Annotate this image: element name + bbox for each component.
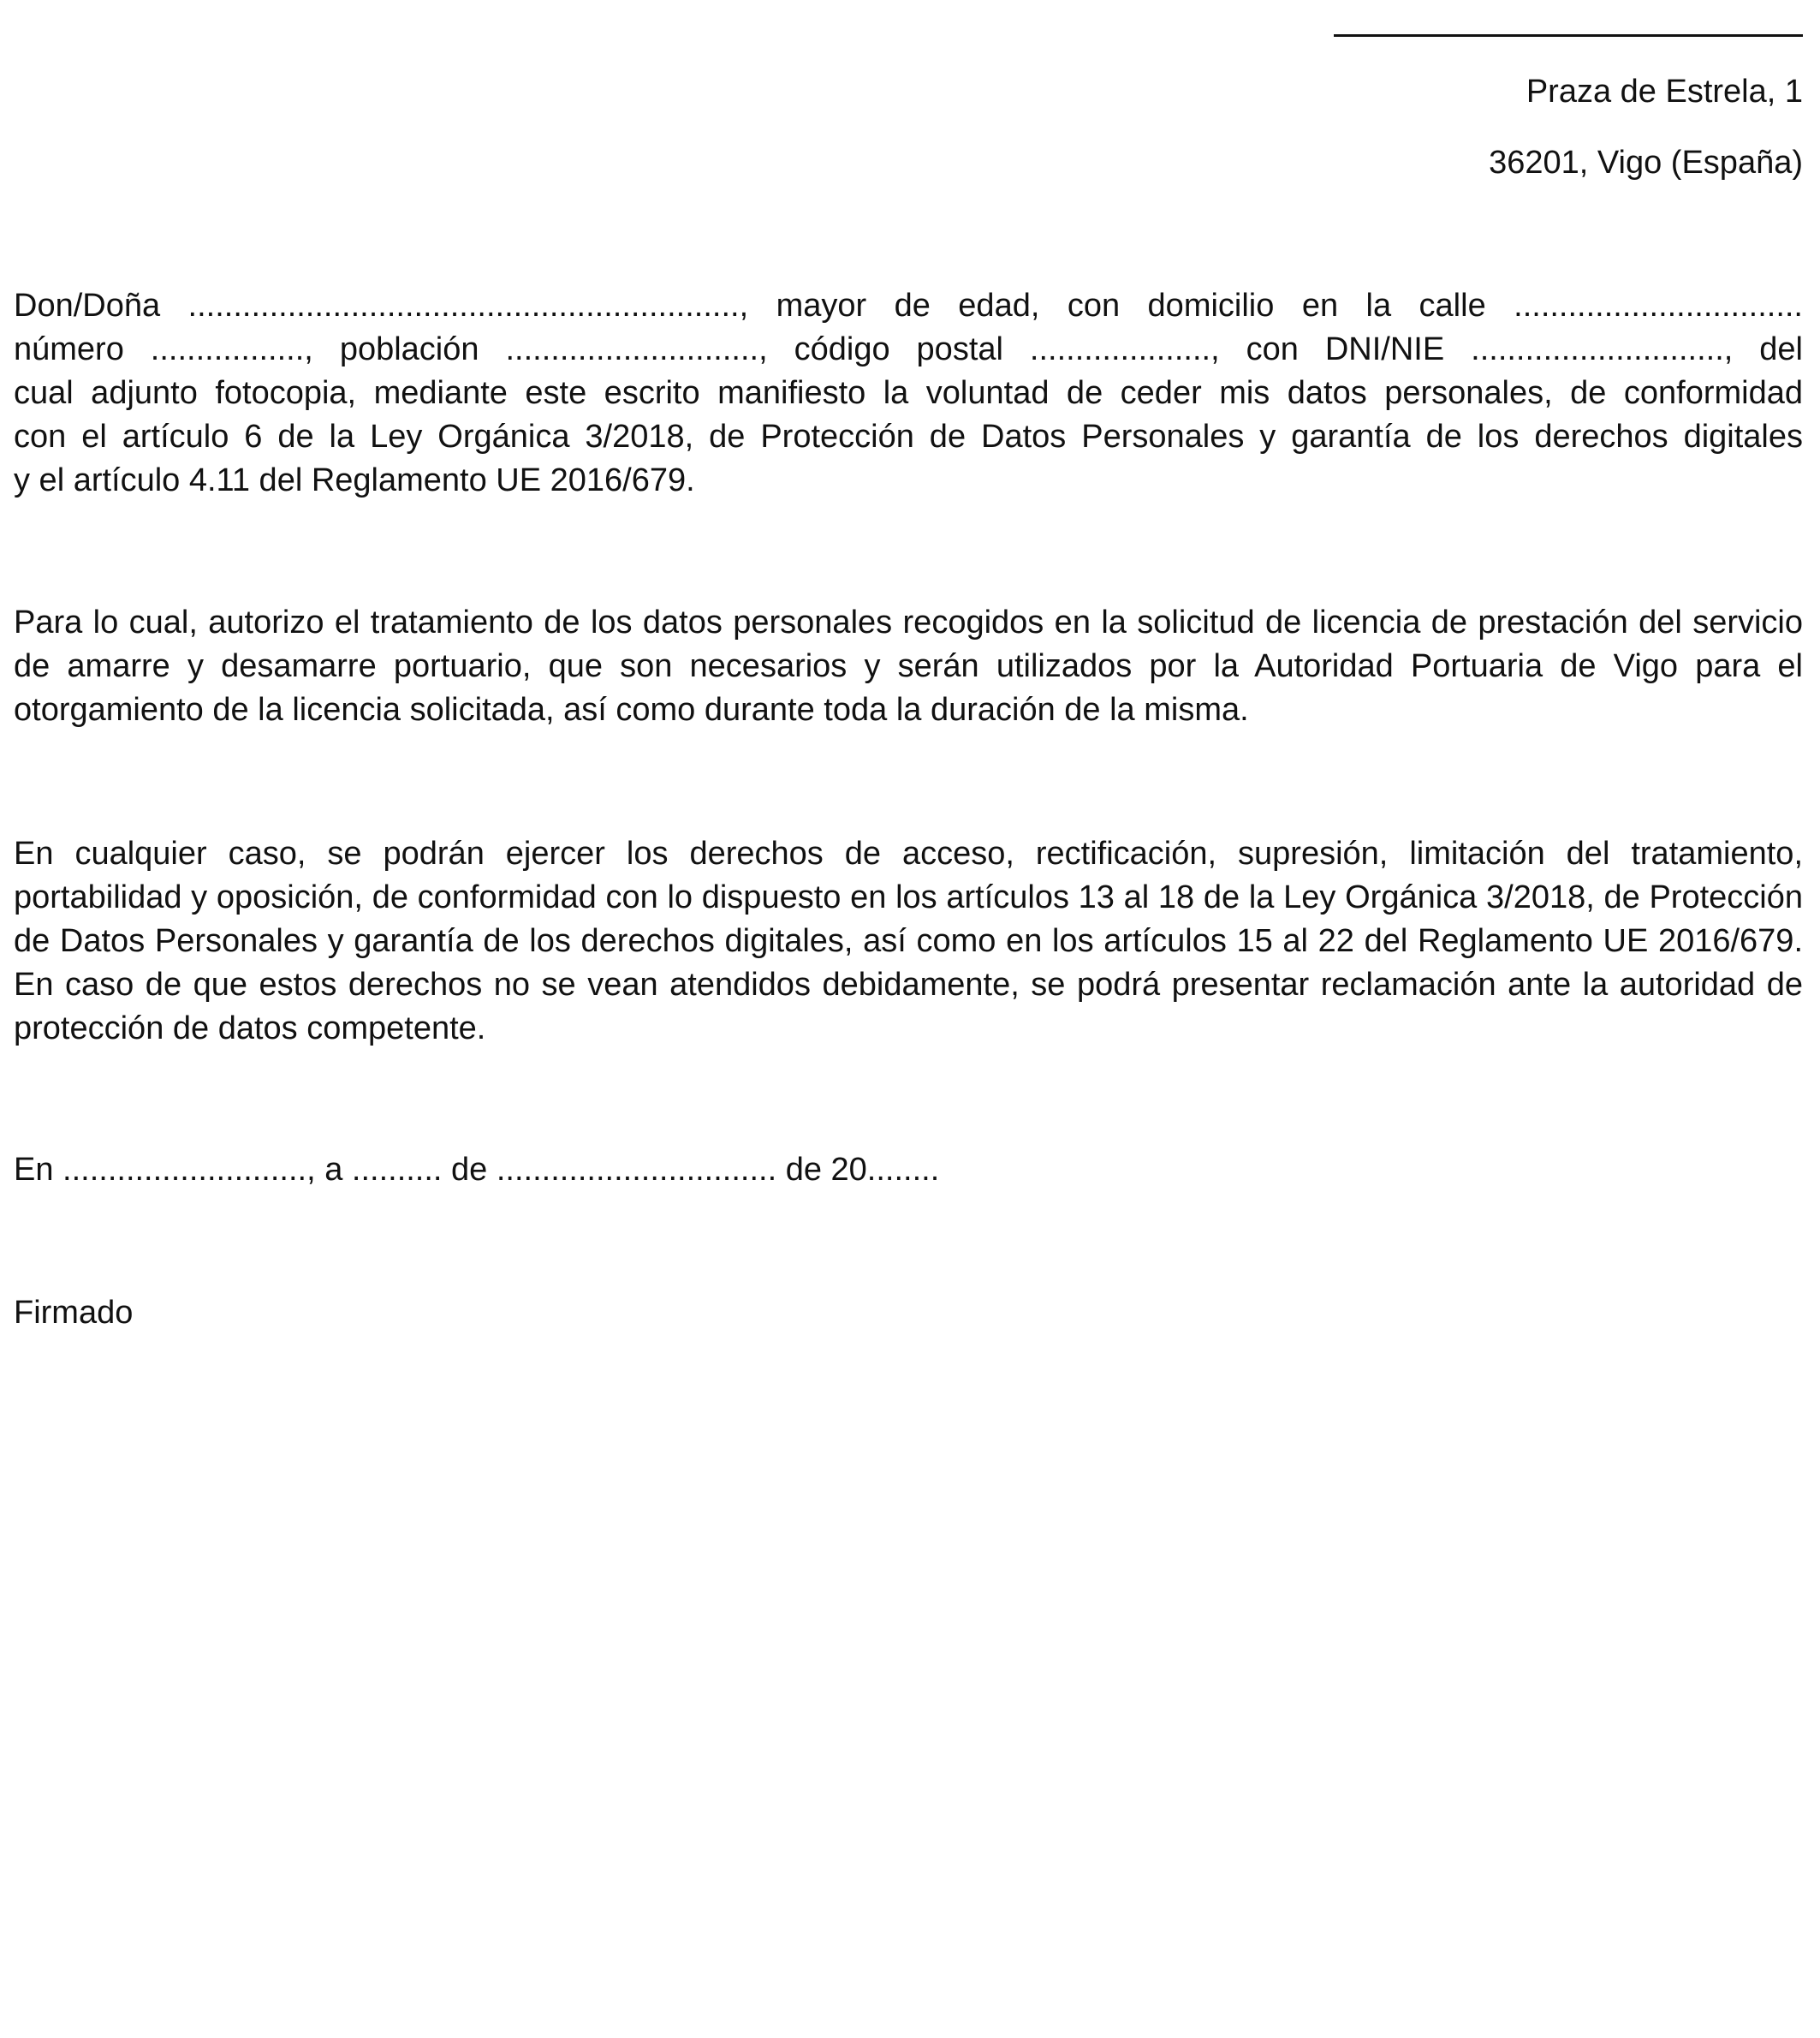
consent-line-4: con el artículo 6 de la Ley Orgánica 3/2018, de Protección de Datos Personales y garantía de los derechos digitales bbox=[14, 419, 1803, 455]
consent-line-1: Don/Doña ............................................................., mayor de edad, con domicilio en la calle ................................ bbox=[14, 288, 1803, 324]
consent-line-3: cual adjunto fotocopia, mediante este escrito manifiesto la voluntad de ceder mis datos personales, de conformidad bbox=[14, 375, 1803, 411]
rights-paragraph: En cualquier caso, se podrán ejercer los derechos de acceso, rectificación, supresión, limitación del tratamiento, portabilidad y oposición, de conformidad con lo dispuesto en los artículos 13 al 18 de la Ley Orgánica 3/2018, de Protección de Datos Personales y garantía de los derechos digitales, así como en los artículos 15 al 22 del Reglamento UE 2016/679. En caso de que estos derechos no se vean atendidos debidamente, se podrá presentar reclamación ante la autoridad de protección de datos competente. bbox=[14, 836, 1803, 1046]
consent-line-5: y el artículo 4.11 del Reglamento UE 2016/679. bbox=[14, 462, 695, 498]
authorization-paragraph: Para lo cual, autorizo el tratamiento de los datos personales recogidos en la solicitud de licencia de prestación del servicio de amarre y desamarre portuario, que son necesarios y serán utilizados por la Autoridad Portuaria de Vigo para el otorgamiento de la licencia solicitada, así como durante toda la duración de la misma. bbox=[14, 605, 1803, 728]
consent-line-2: número ................., población ............................, código postal ...................., con DNI/NIE ............................, del bbox=[14, 331, 1803, 367]
address-line-1: Praza de Estrela, 1 bbox=[1526, 74, 1803, 110]
address-line-2: 36201, Vigo (España) bbox=[1489, 145, 1803, 181]
consent-paragraph bbox=[14, 284, 1803, 503]
header-rule bbox=[1334, 34, 1803, 37]
date-line: En ..........................., a .......... de ............................... de 20........ bbox=[14, 1152, 940, 1188]
signature-label: Firmado bbox=[14, 1295, 134, 1331]
